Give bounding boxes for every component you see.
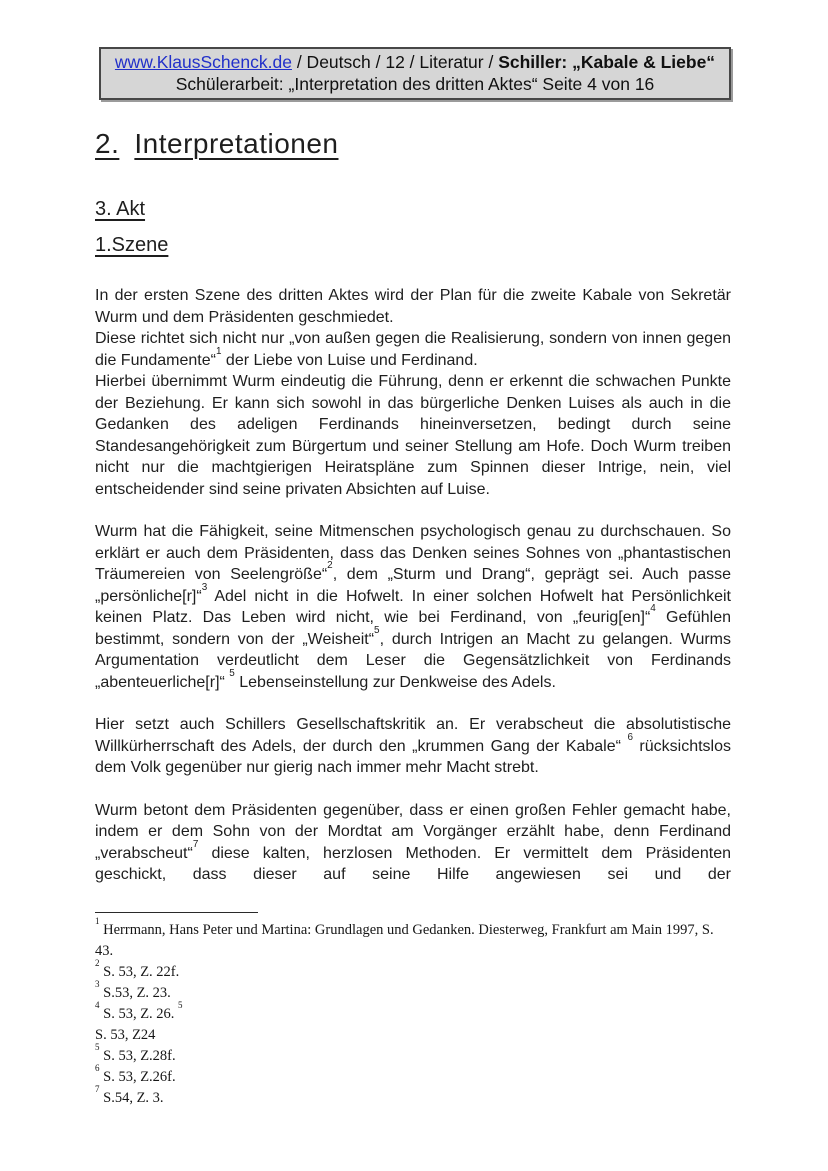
footnote-marker: 2 — [95, 957, 100, 968]
footnote-marker: 3 — [95, 978, 100, 989]
footnote-marker: 5 — [178, 999, 183, 1010]
footnotes-list — [95, 915, 731, 1109]
footnote-marker: 1 — [215, 345, 222, 357]
footnote-marker: 5 — [229, 667, 235, 679]
footnote: $^1$ Herrmann, Hans Peter und Martina: Grundlagen und Gedanken. Diesterweg, Frankfurt am Main 1997, S. 43. — [95, 915, 714, 959]
header-link[interactable]: www.KlausSchenck.de — [114, 52, 292, 72]
chapter-title: Interpretationen — [134, 128, 339, 159]
footnote-marker: 5 — [95, 1041, 100, 1052]
header-line2: Schülerarbeit: „Interpretation des dritten Aktes“ Seite 4 von 16 — [175, 74, 655, 94]
footnote-separator-rule — [95, 912, 258, 913]
subheading-scene: 1.Szene — [95, 234, 169, 256]
footnote: $^6$ S. 53, Z.26f. — [95, 1062, 176, 1085]
paragraph: Wurm betont dem Präsidenten gegenüber, dass er einen großen Fehler gemacht habe, indem er dem Sohn von der Mordtat am Vorgänger erzählt habe, denn Ferdinand „verabscheut“$^7$ diese kalten, herzlosen Methoden. Er vermittelt dem Präsidenten geschickt, dass dieser auf seine Hilfe angewiesen sei und der — [95, 801, 731, 883]
paragraph-block — [95, 521, 731, 693]
footnote-marker: 2 — [327, 560, 333, 572]
subheading-act: 3. Akt — [95, 198, 146, 220]
paragraph: Wurm hat die Fähigkeit, seine Mitmenschen psychologisch genau zu durchschauen. So erklärt er auch dem Präsidenten, dass das Denken seines Sohnes von „phantastischen Träumereien von Seelengröße“$^2$, dem „Sturm und Drang“, geprägt sei. Auch passe „persönliche[r]“$^3$ Adel nicht in die Hofwelt. In einer solchen Hofwelt hat Persönlichkeit keinen Platz. Das Leben wird nicht, wie bei Ferdinand, von „feurig[en]“$^4$ Gefühlen bestimmt, sondern von der „Weisheit“$^5$, durch Intrigen an Macht zu gelangen. Wurms Argumentation verdeutlicht dem Leser die Gegensätzlichkeit von Ferdinands „abenteuerliche[r]“ $^5$ Lebenseinstellung zur Denkweise des Adels. — [95, 523, 731, 691]
header-line1 — [105, 51, 725, 73]
footnote-marker: 1 — [95, 915, 100, 926]
content — [95, 127, 731, 1109]
footnotes-section — [95, 912, 731, 1109]
chapter-number: 2. — [95, 128, 120, 159]
footnote-marker: 4 — [650, 603, 656, 615]
paragraph-block — [95, 714, 731, 779]
footnote-marker: 6 — [95, 1062, 100, 1073]
footnote: $^2$ S. 53, Z. 22f. — [95, 957, 180, 980]
footnote: $^5$ S. 53, Z.28f. — [95, 1041, 176, 1064]
paragraph: Diese richtet sich nicht nur „von außen gegen die Realisierung, sondern von innen gegen die Fundamente“$^1$ der Liebe von Luise und Ferdinand. — [95, 330, 731, 369]
header-title-bold: Schiller: „Kabale & Liebe“ — [498, 52, 716, 72]
footnote-marker: 6 — [627, 731, 633, 743]
paragraphs — [95, 285, 731, 886]
footnote-marker: 7 — [95, 1083, 100, 1094]
paragraph: Hierbei übernimmt Wurm eindeutig die Führung, denn er erkennt die schwachen Punkte der Beziehung. Er kann sich sowohl in das bürgerliche Denken Luises als auch in die Gedanken des adeligen Ferdinands hineinversetzen, bedingt durch seine Standesangehörigkeit zum Bürgertum und seiner Stellung am Hofe. Doch Wurm treiben nicht nur die machtgierigen Heiratspläne zum Spinnen dieser Intrige, nein, viel entscheidender sind seine privaten Absichten auf Luise. — [95, 373, 731, 498]
paragraph-block — [95, 285, 731, 500]
footnote: S. 53, Z24 — [95, 1026, 156, 1043]
footnote-marker: 3 — [201, 581, 208, 593]
paragraph-block — [95, 800, 731, 886]
footnote: $^3$ S.53, Z. 23. — [95, 978, 171, 1001]
footnote: $^7$ S.54, Z. 3. — [95, 1083, 164, 1106]
footnote-marker: 4 — [95, 999, 100, 1010]
footnote-marker: 5 — [374, 624, 380, 636]
header-path: / Deutsch / 12 / Literatur / — [291, 52, 499, 72]
footnote-marker: 7 — [192, 838, 199, 850]
main-heading — [95, 127, 731, 161]
header-box — [99, 47, 731, 100]
paragraph: Hier setzt auch Schillers Gesellschaftskritik an. Er verabscheut die absolutistische Willkürherrschaft des Adels, der durch den „krummen Gang der Kabale“ $^6$ rücksichtslos dem Volk gegenüber nur gierig nach immer mehr Macht strebt. — [95, 716, 731, 776]
paragraph: In der ersten Szene des dritten Aktes wird der Plan für die zweite Kabale von Sekretär Wurm und dem Präsidenten geschmiedet. — [95, 287, 731, 326]
footnote: $^4$ S. 53, Z. 26. $^5$ — [95, 999, 183, 1022]
